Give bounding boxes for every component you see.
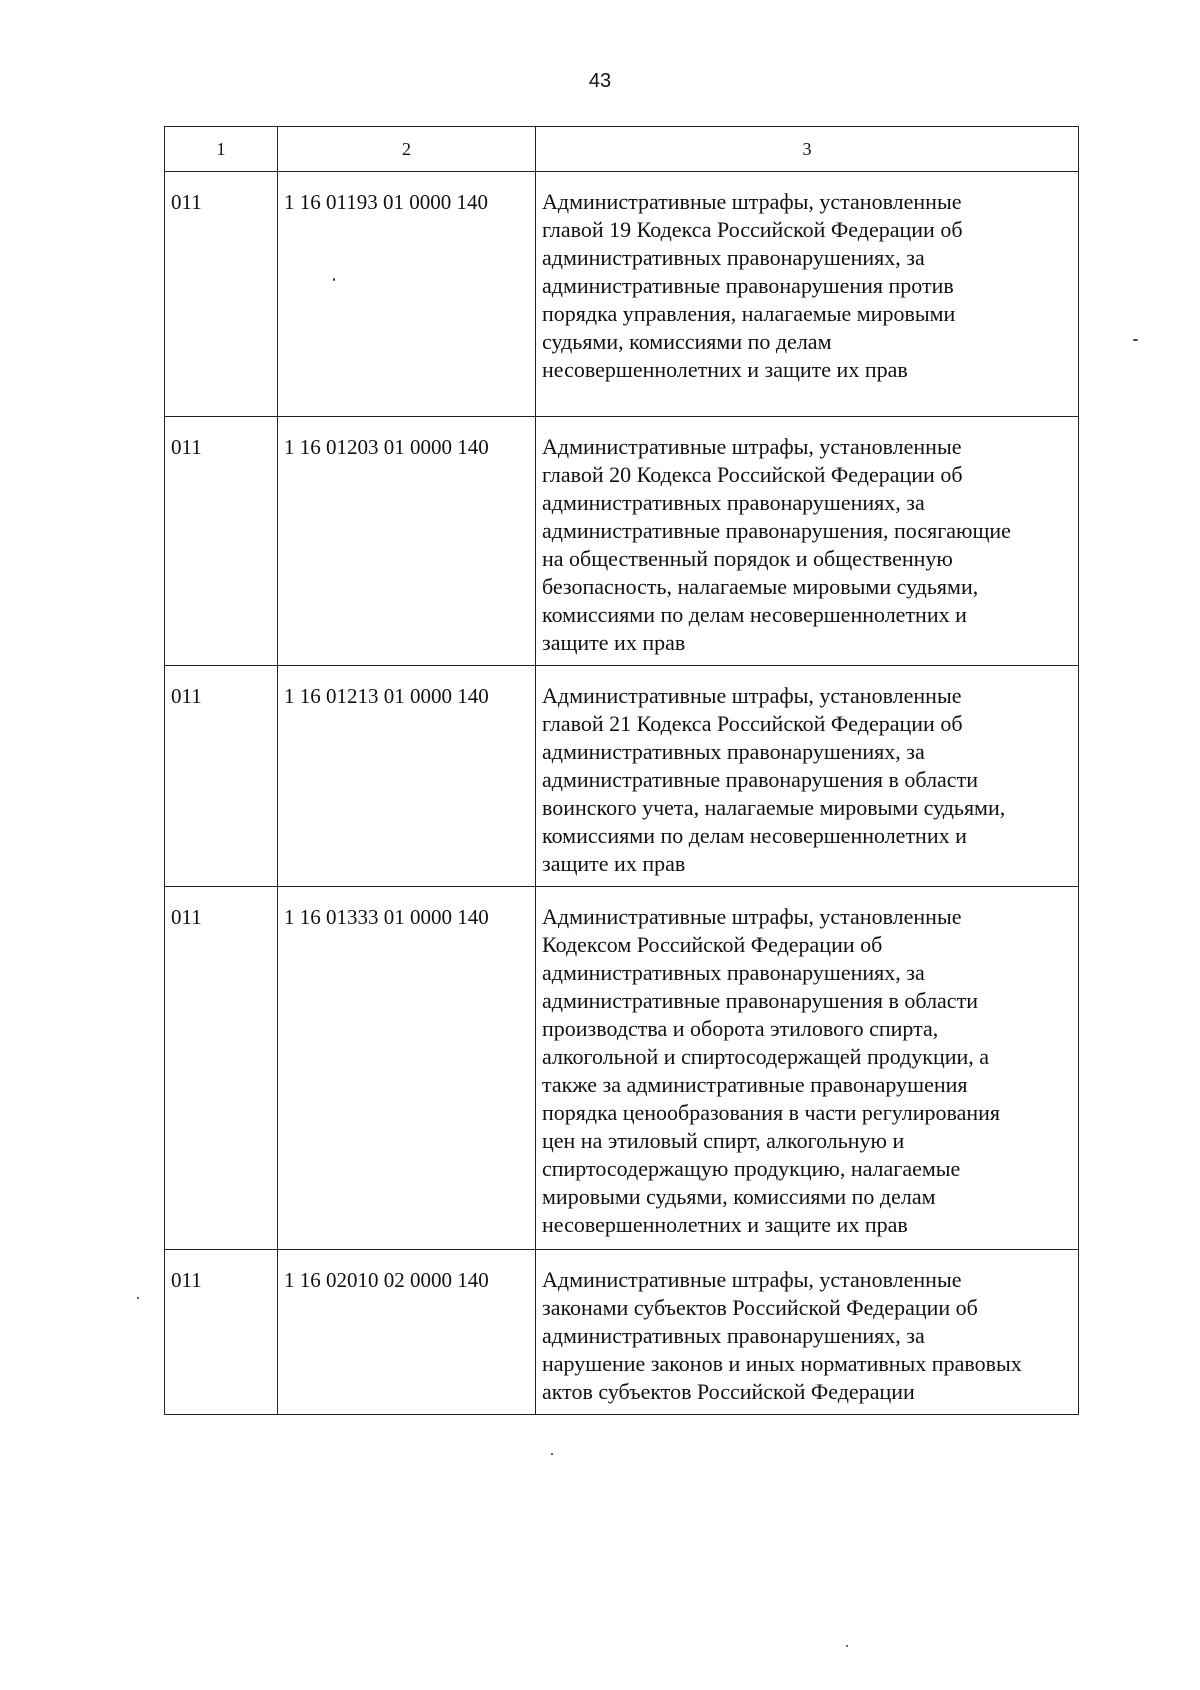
description-line: безопасность, налагаемые мировыми судьями, — [542, 574, 979, 599]
description-line: Административные штрафы, установленные — [542, 683, 962, 708]
description-line: главой 21 Кодекса Российской Федерации об — [542, 711, 963, 736]
description-line: Административные штрафы, установленные — [542, 904, 962, 929]
description-line: нарушение законов и иных нормативных правовых — [542, 1351, 1022, 1376]
description-line: комиссиями по делам несовершеннолетних и — [542, 823, 967, 848]
description-line: порядка управления, налагаемые мировыми — [542, 301, 956, 326]
table-row — [165, 887, 1079, 1250]
description-line: административных правонарушениях, за — [542, 1323, 925, 1348]
table-row — [165, 172, 1079, 417]
admin-code-cell: 011 — [165, 1250, 278, 1415]
description-line: административные правонарушения, посягающие — [542, 518, 1011, 543]
description-line: административных правонарушениях, за — [542, 960, 925, 985]
table-row — [165, 666, 1079, 887]
description-line: воинского учета, налагаемые мировыми судьями, — [542, 795, 1006, 820]
description-line: на общественный порядок и общественную — [542, 546, 953, 571]
scan-speck — [846, 1645, 848, 1647]
description-line: судьями, комиссиями по делам — [542, 329, 832, 354]
kbk-code-cell: 1 16 01193 01 0000 140 — [278, 172, 536, 417]
description-line: мировыми судьями, комиссиями по делам — [542, 1184, 936, 1209]
admin-code-cell: 011 — [165, 666, 278, 887]
description-line: Кодексом Российской Федерации об — [542, 932, 883, 957]
page-number: 43 — [588, 70, 612, 92]
table-header-row — [165, 127, 1079, 172]
description-line: защите их прав — [542, 630, 686, 655]
description-line: административные правонарушения в области — [542, 767, 978, 792]
description-line: законами субъектов Российской Федерации об — [542, 1295, 978, 1320]
description-cell — [536, 666, 1079, 887]
description-line: административных правонарушениях, за — [542, 245, 925, 270]
description-line: Административные штрафы, установленные — [542, 1267, 962, 1292]
description-cell — [536, 1250, 1079, 1415]
admin-code-cell: 011 — [165, 417, 278, 666]
scan-speck — [1133, 339, 1138, 341]
description-cell — [536, 887, 1079, 1250]
description-line: цен на этиловый спирт, алкогольную и — [542, 1128, 905, 1153]
kbk-code-cell: 1 16 02010 02 0000 140 — [278, 1250, 536, 1415]
description-line: Административные штрафы, установленные — [542, 434, 962, 459]
scan-speck — [137, 1297, 139, 1299]
kbk-code-cell: 1 16 01333 01 0000 140 — [278, 887, 536, 1250]
description-line: несовершеннолетних и защите их прав — [542, 357, 908, 382]
description-line: алкогольной и спиртосодержащей продукции, а — [542, 1044, 990, 1069]
scan-speck — [333, 278, 335, 281]
scan-speck — [551, 1453, 553, 1455]
description-cell — [536, 417, 1079, 666]
description-line: Административные штрафы, установленные — [542, 189, 962, 214]
description-line: главой 20 Кодекса Российской Федерации об — [542, 462, 963, 487]
description-cell — [536, 172, 1079, 417]
kbk-code-cell: 1 16 01203 01 0000 140 — [278, 417, 536, 666]
header-cell-col-3: 3 — [536, 127, 1079, 172]
description-line: спиртосодержащую продукцию, налагаемые — [542, 1156, 961, 1181]
header-cell-col-1: 1 — [165, 127, 278, 172]
description-line: административных правонарушениях, за — [542, 739, 925, 764]
table-row — [165, 1250, 1079, 1415]
description-line: актов субъектов Российской Федерации — [542, 1379, 915, 1404]
description-line: комиссиями по делам несовершеннолетних и — [542, 602, 967, 627]
description-line: административных правонарушениях, за — [542, 490, 925, 515]
table-row — [165, 417, 1079, 666]
admin-code-cell: 011 — [165, 172, 278, 417]
description-line: несовершеннолетних и защите их прав — [542, 1212, 908, 1237]
budget-classification-table — [164, 126, 1079, 1415]
header-cell-col-2: 2 — [278, 127, 536, 172]
description-line: порядка ценообразования в части регулирования — [542, 1100, 1001, 1125]
admin-code-cell: 011 — [165, 887, 278, 1250]
description-line: защите их прав — [542, 851, 686, 876]
description-line: также за административные правонарушения — [542, 1072, 968, 1097]
description-line: административные правонарушения в области — [542, 988, 978, 1013]
description-line: административные правонарушения против — [542, 273, 954, 298]
kbk-code-cell: 1 16 01213 01 0000 140 — [278, 666, 536, 887]
description-line: производства и оборота этилового спирта, — [542, 1016, 939, 1041]
description-line: главой 19 Кодекса Российской Федерации об — [542, 217, 963, 242]
